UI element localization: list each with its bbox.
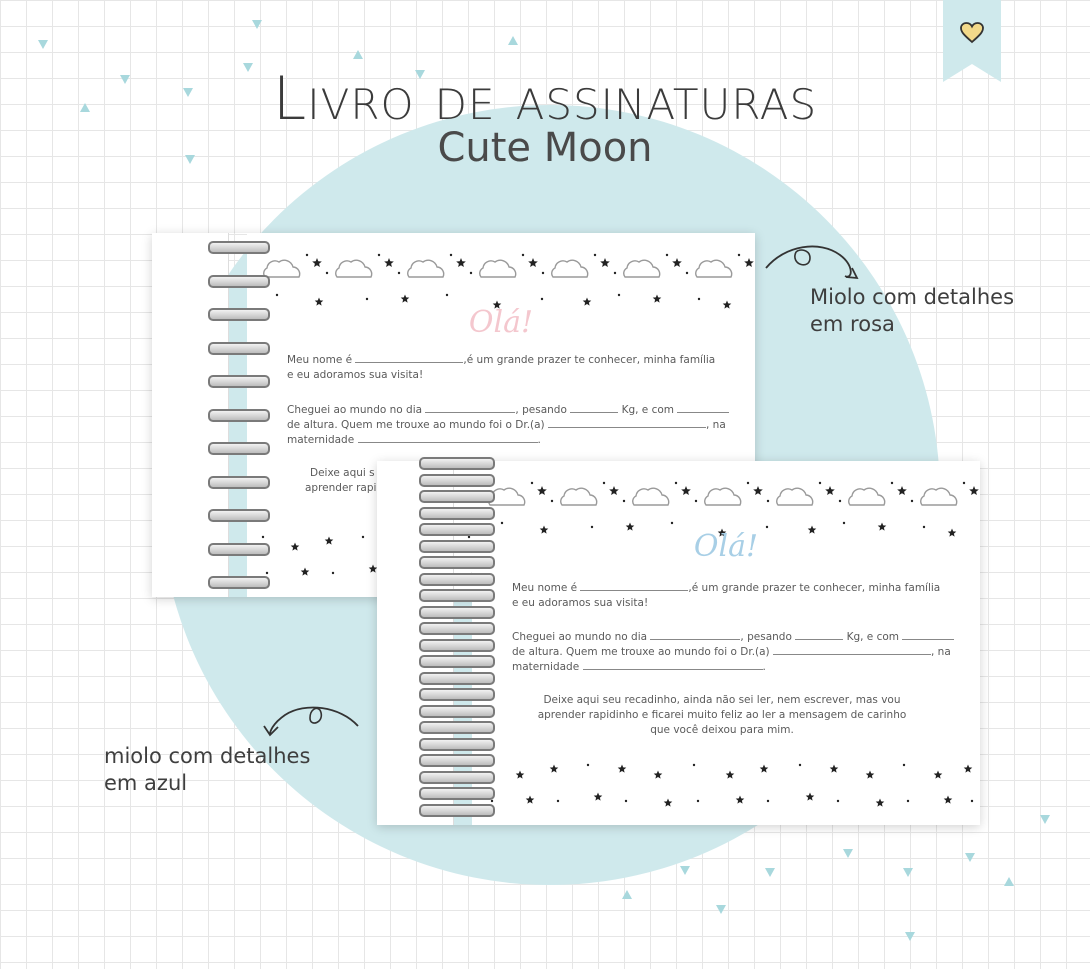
- confetti-triangle: [508, 36, 518, 45]
- sparkle-dot: [591, 526, 593, 528]
- confetti-triangle: [765, 868, 775, 877]
- sparkle-dot: [923, 526, 925, 528]
- spiral-coil: [419, 655, 495, 668]
- sparkle-dot: [693, 764, 695, 766]
- star-icon: [744, 258, 754, 267]
- star-icon: [681, 486, 691, 495]
- text-fragment: .: [762, 661, 766, 673]
- sparkle-dot: [603, 482, 605, 484]
- star-icon: [312, 258, 322, 267]
- sparkle-dot: [837, 800, 839, 802]
- text-fragment: e eu adoramos sua visita!: [287, 369, 424, 381]
- text-fragment: Cheguei ao mundo no dia: [512, 631, 648, 643]
- spiral-coil: [419, 705, 495, 718]
- sparkle-dot: [614, 272, 616, 274]
- height-blank[interactable]: [677, 403, 729, 413]
- confetti-triangle: [903, 868, 913, 877]
- curly-arrow-icon: [260, 700, 365, 740]
- spiral-coil: [208, 375, 270, 388]
- text-fragment: , pesando: [515, 404, 567, 416]
- spiral-coil: [419, 672, 495, 685]
- star-icon: [944, 796, 953, 804]
- spiral-coil: [419, 573, 495, 586]
- spiral-coil: [419, 622, 495, 635]
- text-fragment: ,é um grande prazer te conhecer, minha família: [463, 354, 716, 366]
- text-fragment: Kg, e com: [846, 631, 900, 643]
- spiral-coil: [419, 457, 495, 470]
- sparkle-dot: [891, 482, 893, 484]
- spiral-coil: [419, 639, 495, 652]
- birth-text: [287, 403, 737, 448]
- confetti-triangle: [716, 905, 726, 914]
- cloud-icon: [696, 260, 732, 277]
- heart-icon: [960, 22, 984, 44]
- text-fragment: de altura. Quem me trouxe ao mundo foi o Dr.(a): [512, 646, 770, 658]
- star-icon: [516, 771, 525, 779]
- spiral-coil: [419, 754, 495, 767]
- sparkle-dot: [819, 482, 821, 484]
- spiral-coil: [419, 523, 495, 536]
- sparkle-dot: [446, 294, 448, 296]
- intro-text: [287, 353, 727, 383]
- page-subtitle: Cute Moon: [437, 125, 653, 171]
- confetti-triangle: [843, 849, 853, 858]
- sparkle-dot: [799, 764, 801, 766]
- sparkle-dot: [698, 298, 700, 300]
- weight-blank[interactable]: [570, 403, 618, 413]
- star-icon: [401, 295, 410, 303]
- star-icon: [537, 486, 547, 495]
- sparkle-dot: [378, 254, 380, 256]
- text-fragment: que você deixou para mim.: [650, 724, 794, 736]
- sparkle-dot: [366, 298, 368, 300]
- spiral-coil: [419, 606, 495, 619]
- sparkle-dot: [766, 526, 768, 528]
- star-icon: [369, 565, 378, 573]
- sparkle-dot: [697, 800, 699, 802]
- star-icon: [526, 796, 535, 804]
- star-icon: [736, 796, 745, 804]
- cloud-icon: [480, 260, 516, 277]
- spiral-coil: [208, 342, 270, 355]
- star-icon: [934, 771, 943, 779]
- sparkle-dot: [767, 800, 769, 802]
- text-fragment: e eu adoramos sua visita!: [512, 597, 649, 609]
- sparkle-dot: [671, 522, 673, 524]
- star-icon: [654, 771, 663, 779]
- spiral-coil: [419, 787, 495, 800]
- text-fragment: , pesando: [740, 631, 792, 643]
- note-pink-interior: Miolo com detalhes em rosa: [810, 285, 1015, 336]
- name-blank[interactable]: [580, 581, 688, 591]
- star-icon: [753, 486, 763, 495]
- spiral-coil: [419, 556, 495, 569]
- confetti-triangle: [1040, 815, 1050, 824]
- star-icon: [897, 486, 907, 495]
- sparkle-dot: [594, 254, 596, 256]
- cloud-icon: [336, 260, 372, 277]
- maternity-blank[interactable]: [358, 433, 538, 443]
- star-icon: [964, 765, 973, 773]
- sparkle-dot: [522, 254, 524, 256]
- star-icon: [806, 793, 815, 801]
- curly-arrow-icon: [760, 240, 865, 285]
- date-blank[interactable]: [425, 403, 515, 413]
- text-fragment: Kg, e com: [621, 404, 675, 416]
- notebook-blue: [377, 461, 980, 825]
- star-icon: [726, 771, 735, 779]
- sparkle-dot: [675, 482, 677, 484]
- sparkle-dot: [623, 500, 625, 502]
- star-icon: [760, 765, 769, 773]
- sparkle-dot: [551, 500, 553, 502]
- text-fragment: , na: [931, 646, 951, 658]
- spiral-coil: [419, 721, 495, 734]
- spiral-coil: [208, 476, 270, 489]
- message-text: [502, 693, 942, 738]
- sparkle-dot: [398, 272, 400, 274]
- confetti-triangle: [353, 50, 363, 59]
- sparkle-dot: [686, 272, 688, 274]
- text-fragment: aprender rapidinho e ficarei muito feliz ao ler a mensagem de carinho: [537, 709, 907, 721]
- sparkle-dot: [587, 764, 589, 766]
- sparkle-dot: [276, 294, 278, 296]
- sparkle-dot: [531, 482, 533, 484]
- sparkle-dot: [542, 272, 544, 274]
- text-fragment: Cheguei ao mundo no dia: [287, 404, 423, 416]
- sparkle-dot: [557, 800, 559, 802]
- sparkle-dot: [326, 272, 328, 274]
- sparkle-dot: [907, 800, 909, 802]
- star-icon: [830, 765, 839, 773]
- text-fragment: aprender rapi: [305, 482, 377, 494]
- spiral-coil: [419, 804, 495, 817]
- star-icon: [600, 258, 610, 267]
- star-icon: [301, 568, 310, 576]
- star-icon: [528, 258, 538, 267]
- sparkle-dot: [306, 254, 308, 256]
- sparkle-dot: [963, 482, 965, 484]
- sparkle-dot: [541, 298, 543, 300]
- spiral-binding: [208, 241, 274, 591]
- text-fragment: ,é um grande prazer te conhecer, minha família: [688, 582, 941, 594]
- star-icon: [618, 765, 627, 773]
- star-icon: [653, 295, 662, 303]
- star-icon: [609, 486, 619, 495]
- sparkle-dot: [738, 254, 740, 256]
- sparkle-dot: [332, 572, 334, 574]
- confetti-triangle: [1004, 877, 1014, 886]
- spiral-coil: [419, 738, 495, 751]
- text-fragment: Meu nome é: [287, 354, 353, 366]
- page-title: Livro de assinaturas: [272, 64, 818, 134]
- cloud-icon: [705, 488, 741, 505]
- sparkle-dot: [470, 272, 472, 274]
- sparkle-dot: [767, 500, 769, 502]
- confetti-triangle: [680, 866, 690, 875]
- greeting: Olá!: [468, 305, 534, 340]
- sparkle-dot: [362, 536, 364, 538]
- star-icon: [672, 258, 682, 267]
- sparkle-dot: [450, 254, 452, 256]
- sparkle-dot: [695, 500, 697, 502]
- sparkle-dot: [843, 522, 845, 524]
- cloud-icon: [561, 488, 597, 505]
- spiral-coil: [208, 509, 270, 522]
- star-icon: [456, 258, 466, 267]
- text-fragment: maternidade: [512, 661, 580, 673]
- name-blank[interactable]: [355, 353, 463, 363]
- star-icon: [969, 486, 979, 495]
- star-icon: [664, 799, 673, 807]
- doctor-blank[interactable]: [548, 418, 706, 428]
- confetti-triangle: [252, 20, 262, 29]
- cloud-icon: [849, 488, 885, 505]
- star-icon: [825, 486, 835, 495]
- sparkle-dot: [618, 294, 620, 296]
- confetti-triangle: [38, 40, 48, 49]
- sparkle-dot: [911, 500, 913, 502]
- notebook-page: [472, 461, 980, 825]
- text-fragment: Deixe aqui seu recadinho, ainda não sei ler, nem escrever, mas vou: [543, 694, 901, 706]
- star-icon: [291, 543, 300, 551]
- cloud-icon: [921, 488, 957, 505]
- spiral-coil: [419, 771, 495, 784]
- greeting: Olá!: [693, 529, 759, 564]
- sparkle-dot: [903, 764, 905, 766]
- spiral-coil: [419, 540, 495, 553]
- doctor-blank[interactable]: [773, 645, 931, 655]
- spiral-binding: [419, 457, 499, 819]
- spiral-coil: [208, 275, 270, 288]
- spiral-coil: [419, 474, 495, 487]
- intro-text: [512, 581, 952, 611]
- maternity-blank[interactable]: [583, 660, 763, 670]
- star-icon: [550, 765, 559, 773]
- sparkle-dot: [666, 254, 668, 256]
- cloud-icon: [408, 260, 444, 277]
- spiral-coil: [208, 241, 270, 254]
- spiral-coil: [208, 576, 270, 589]
- spiral-coil: [208, 308, 270, 321]
- text-fragment: , na: [706, 419, 726, 431]
- sparkle-dot: [971, 800, 973, 802]
- spiral-coil: [419, 589, 495, 602]
- confetti-triangle: [905, 932, 915, 941]
- star-icon: [876, 799, 885, 807]
- sparkle-dot: [625, 800, 627, 802]
- cloud-icon: [633, 488, 669, 505]
- sparkle-dot: [501, 522, 503, 524]
- confetti-triangle: [622, 890, 632, 899]
- text-fragment: maternidade: [287, 434, 355, 446]
- note-blue-interior: miolo com detalhes em azul: [104, 744, 311, 795]
- weight-blank[interactable]: [795, 630, 843, 640]
- text-fragment: Meu nome é: [512, 582, 578, 594]
- spiral-coil: [419, 688, 495, 701]
- confetti-triangle: [965, 853, 975, 862]
- star-icon: [384, 258, 394, 267]
- spiral-coil: [208, 409, 270, 422]
- sparkle-dot: [839, 500, 841, 502]
- birth-text: [512, 630, 962, 675]
- cloud-icon: [777, 488, 813, 505]
- spiral-coil: [208, 543, 270, 556]
- text-fragment: de altura. Quem me trouxe ao mundo foi o Dr.(a): [287, 419, 545, 431]
- spiral-coil: [419, 507, 495, 520]
- star-icon: [594, 793, 603, 801]
- height-blank[interactable]: [902, 630, 954, 640]
- star-icon: [866, 771, 875, 779]
- date-blank[interactable]: [650, 630, 740, 640]
- star-icon: [325, 537, 334, 545]
- text-fragment: Deixe aqui s: [310, 467, 375, 479]
- text-fragment: .: [537, 434, 541, 446]
- spiral-coil: [419, 490, 495, 503]
- spiral-coil: [208, 442, 270, 455]
- sparkle-dot: [747, 482, 749, 484]
- cloud-icon: [624, 260, 660, 277]
- cloud-icon: [552, 260, 588, 277]
